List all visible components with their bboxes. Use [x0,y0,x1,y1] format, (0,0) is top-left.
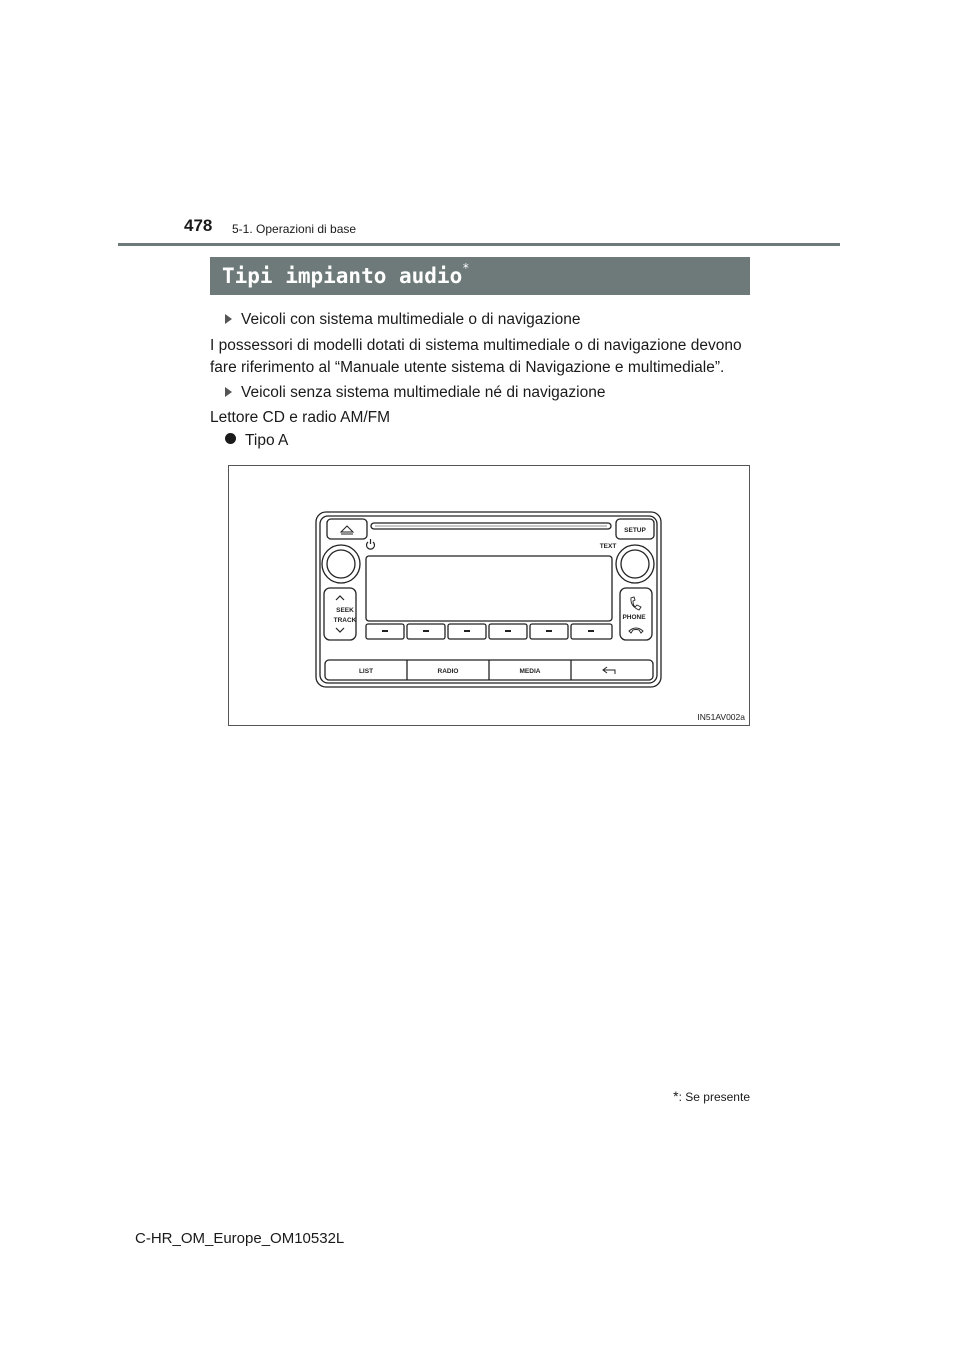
eject-icon [341,526,353,534]
display-screen [366,556,612,621]
section-title [210,257,750,295]
round-bullet-icon [225,433,236,444]
radio-label: RADIO [437,668,459,675]
triangle-bullet-icon [225,314,232,324]
footnote-text: : Se presente [678,1090,750,1104]
bullet-item [225,430,288,452]
setup-label: SETUP [624,527,646,534]
section-title-text: Tipi impianto audio [222,264,463,288]
track-label: TRACK [333,617,357,624]
seek-label: SEEK [336,607,354,614]
footnote-marker: * [673,1088,679,1104]
chevron-up-icon [336,596,344,600]
chevron-down-icon [336,628,344,632]
text-label: TEXT [599,543,617,550]
section-reference: 5-1. Operazioni di base [232,222,357,236]
phone-pickup-icon [631,597,641,610]
document-id: C-HR_OM_Europe_OM10532L [135,1230,345,1247]
header-rule [118,243,840,246]
item2-label: Veicoli senza sistema multimediale né di navigazione [241,384,606,401]
list-label: LIST [358,668,374,675]
page-number: 478 [184,216,213,235]
tune-knob-outer [616,545,654,583]
item1-text-line2: fare riferimento al “Manuale utente sistema di Navigazione e multimediale”. [210,359,725,376]
footnote [673,1088,750,1104]
back-icon [603,667,615,674]
item2-text: Lettore CD e radio AM/FM [210,409,391,426]
item1-heading [225,309,580,331]
media-label: MEDIA [519,668,541,675]
triangle-bullet-icon [225,387,232,397]
bullet-label: Tipo A [245,432,289,449]
tune-knob [621,550,649,578]
power-icon [367,539,375,549]
phone-hangup-icon [629,628,643,633]
item2-heading [225,382,605,404]
eject-button [327,519,367,539]
optional-marker: * [462,261,470,275]
item1-label: Veicoli con sistema multimediale o di navigazione [241,311,581,328]
volume-knob [327,550,355,578]
item1-text-line1: I possessori di modelli dotati di sistema multimediale o di navigazione devono [210,337,742,354]
figure-code: IN51AV002a [697,712,745,722]
phone-label: PHONE [622,614,646,621]
volume-knob-outer [322,545,360,583]
audio-unit-figure [228,465,750,726]
